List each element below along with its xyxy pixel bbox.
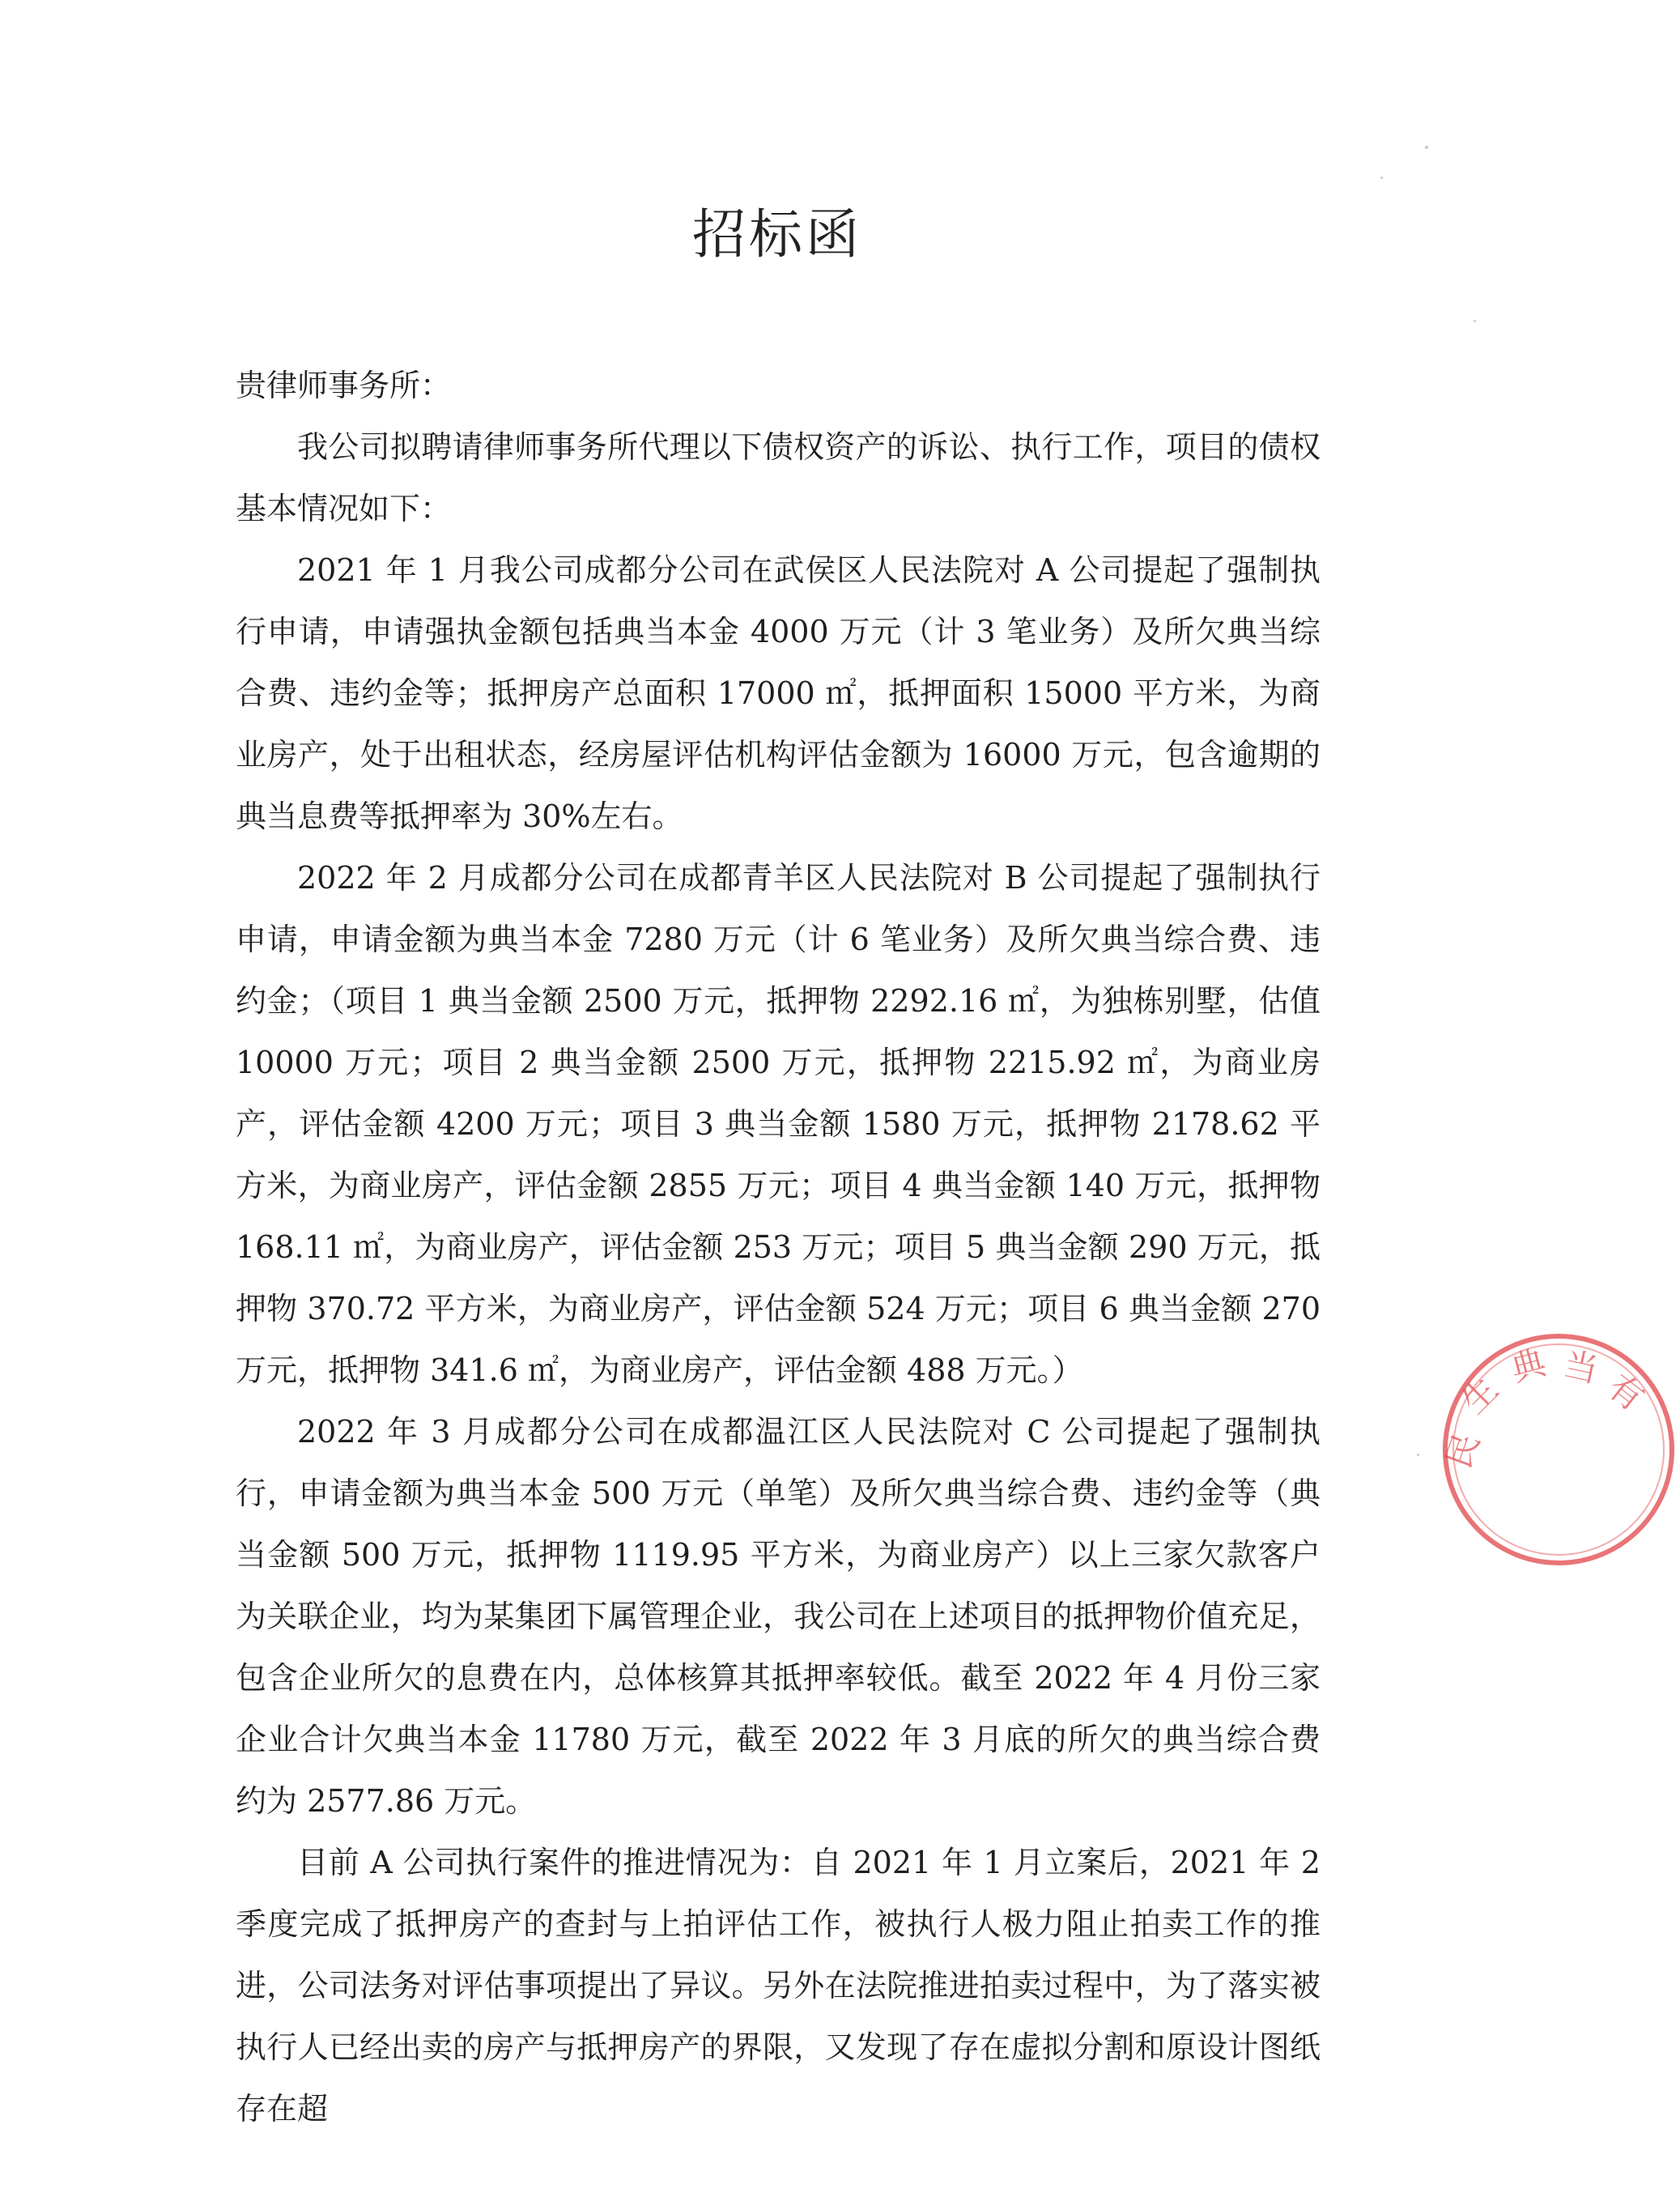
- document-body: [236, 355, 1321, 2140]
- svg-text:当: 当: [1559, 1343, 1602, 1390]
- scan-speck: [1380, 177, 1383, 179]
- scan-speck: [1474, 320, 1476, 322]
- salutation: 贵律师事务所：: [236, 368, 452, 403]
- svg-text:典: 典: [1506, 1342, 1550, 1390]
- paragraph-intro: 我公司拟聘请律师事务所代理以下债权资产的诉讼、执行工作，项目的债权基本情况如下：: [236, 429, 1321, 526]
- svg-text:民: 民: [1438, 1428, 1487, 1474]
- company-seal: [1437, 1328, 1680, 1571]
- document-title: 招标函: [692, 203, 862, 266]
- paragraph-progress: 目前 A 公司执行案件的推进情况为：自 2021 年 1 月立案后，2021 年 2 季度完成了抵押房产的查封与上拍评估工作，被执行人极力阻止拍卖工作的推进，公司法务对评估事项提出了异议。另外在法院推进拍卖过程中，为了落实被执行人已经出卖的房产与抵押房产的界限，又发现了存在虚拟分割和原设计图纸存在超: [236, 1845, 1321, 2127]
- svg-text:生: 生: [1453, 1369, 1506, 1422]
- scan-speck: [1417, 1454, 1419, 1456]
- seal-stamp-graphic: [1437, 1328, 1680, 1571]
- svg-text:有: 有: [1600, 1366, 1652, 1419]
- paragraph-company-b: 2022 年 2 月成都分公司在成都青羊区人民法院对 B 公司提起了强制执行申请，申请金额为典当本金 7280 万元（计 6 笔业务）及所欠典当综合费、违约金；（项目 1 典当金额 2500 万元，抵押物 2292.16 ㎡，为独栋别墅，估值 10000 万元；项目 2 典当金额 2500 万元，抵押物 2215.92 ㎡，为商业房产，评估金额 4200 万元；项目 3 典当金额 1580 万元，抵押物 2178.62 平方米，为商业房产，评估金额 2855 万元；项目 4 典当金额 140 万元，抵押物 168.11 ㎡，为商业房产，评估金额 253 万元；项目 5 典当金额 290 万元，抵押物 370.72 平方米，为商业房产，评估金额 524 万元；项目 6 典当金额 270 万元，抵押物 341.6 ㎡，为商业房产，评估金额 488 万元。）: [236, 860, 1321, 1388]
- paragraph-company-c: 2022 年 3 月成都分公司在成都温江区人民法院对 C 公司提起了强制执行，申请金额为典当本金 500 万元（单笔）及所欠典当综合费、违约金等（典当金额 500 万元，抵押物 1119.95 平方米，为商业房产）以上三家欠款客户为关联企业，均为某集团下属管理企业，我公司在上述项目的抵押物价值充足，包含企业所欠的息费在内，总体核算其抵押率较低。截至 2022 年 4 月份三家企业合计欠典当本金 11780 万元，截至 2022 年 3 月底的所欠的典当综合费约为 2577.86 万元。: [236, 1414, 1321, 1819]
- scan-speck: [1425, 146, 1428, 149]
- paragraph-company-a: 2021 年 1 月我公司成都分公司在武侯区人民法院对 A 公司提起了强制执行申请，申请强执金额包括典当本金 4000 万元（计 3 笔业务）及所欠典当综合费、违约金等；抵押房产总面积 17000 ㎡，抵押面积 15000 平方米，为商业房产，处于出租状态，经房屋评估机构评估金额为 16000 万元，包含逾期的典当息费等抵押率为 30%左右。: [236, 552, 1321, 834]
